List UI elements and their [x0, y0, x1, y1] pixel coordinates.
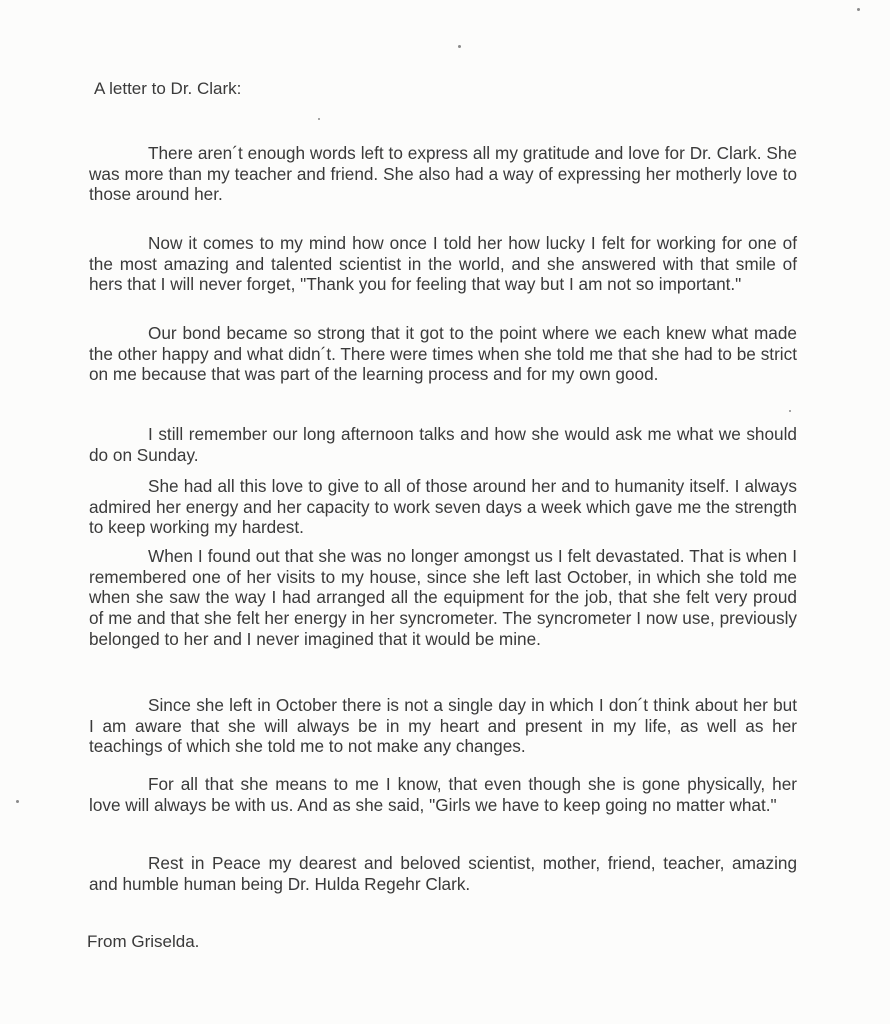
- letter-signoff: From Griselda.: [87, 932, 200, 951]
- letter-paragraph: Our bond became so strong that it got to the point where we each knew what made the other happy and what didn´t. There were times when she told me that she had to be strict on me because that was part of the learning process and for my own good.: [89, 323, 797, 385]
- scan-speck: [857, 8, 860, 11]
- letter-paragraph: Rest in Peace my dearest and beloved scientist, mother, friend, teacher, amazing and humble human being Dr. Hulda Regehr Clark.: [89, 853, 797, 894]
- scan-speck: [318, 118, 320, 120]
- letter-paragraph: When I found out that she was no longer amongst us I felt devastated. That is when I remembered one of her visits to my house, since she left last October, in which she told me when she saw the way I had arranged all the equipment for the job, that she felt very proud of me and that she felt her energy in her syncrometer. The syncrometer I now use, previously belonged to her and I never imagined that it would be mine.: [89, 546, 797, 649]
- scan-speck: [789, 410, 791, 412]
- letter-paragraph: I still remember our long afternoon talks and how she would ask me what we should do on Sunday.: [89, 424, 797, 465]
- letter-greeting: A letter to Dr. Clark:: [94, 79, 242, 98]
- scan-speck: [16, 800, 19, 803]
- letter-paragraph: There aren´t enough words left to express all my gratitude and love for Dr. Clark. She was more than my teacher and friend. She also had a way of expressing her motherly love to those around her.: [89, 143, 797, 205]
- letter-paragraph: She had all this love to give to all of those around her and to humanity itself. I always admired her energy and her capacity to work seven days a week which gave me the strength to keep working my hardest.: [89, 476, 797, 538]
- letter-paragraph: For all that she means to me I know, that even though she is gone physically, her love will always be with us. And as she said, "Girls we have to keep going no matter what.": [89, 774, 797, 815]
- scan-speck: [458, 45, 461, 48]
- letter-paragraph: Now it comes to my mind how once I told her how lucky I felt for working for one of the most amazing and talented scientist in the world, and she answered with that smile of hers that I will never forget, "Thank you for feeling that way but I am not so important.": [89, 233, 797, 295]
- letter-paragraph: Since she left in October there is not a single day in which I don´t think about her but I am aware that she will always be in my heart and present in my life, as well as her teachings of which she told me to not make any changes.: [89, 695, 797, 757]
